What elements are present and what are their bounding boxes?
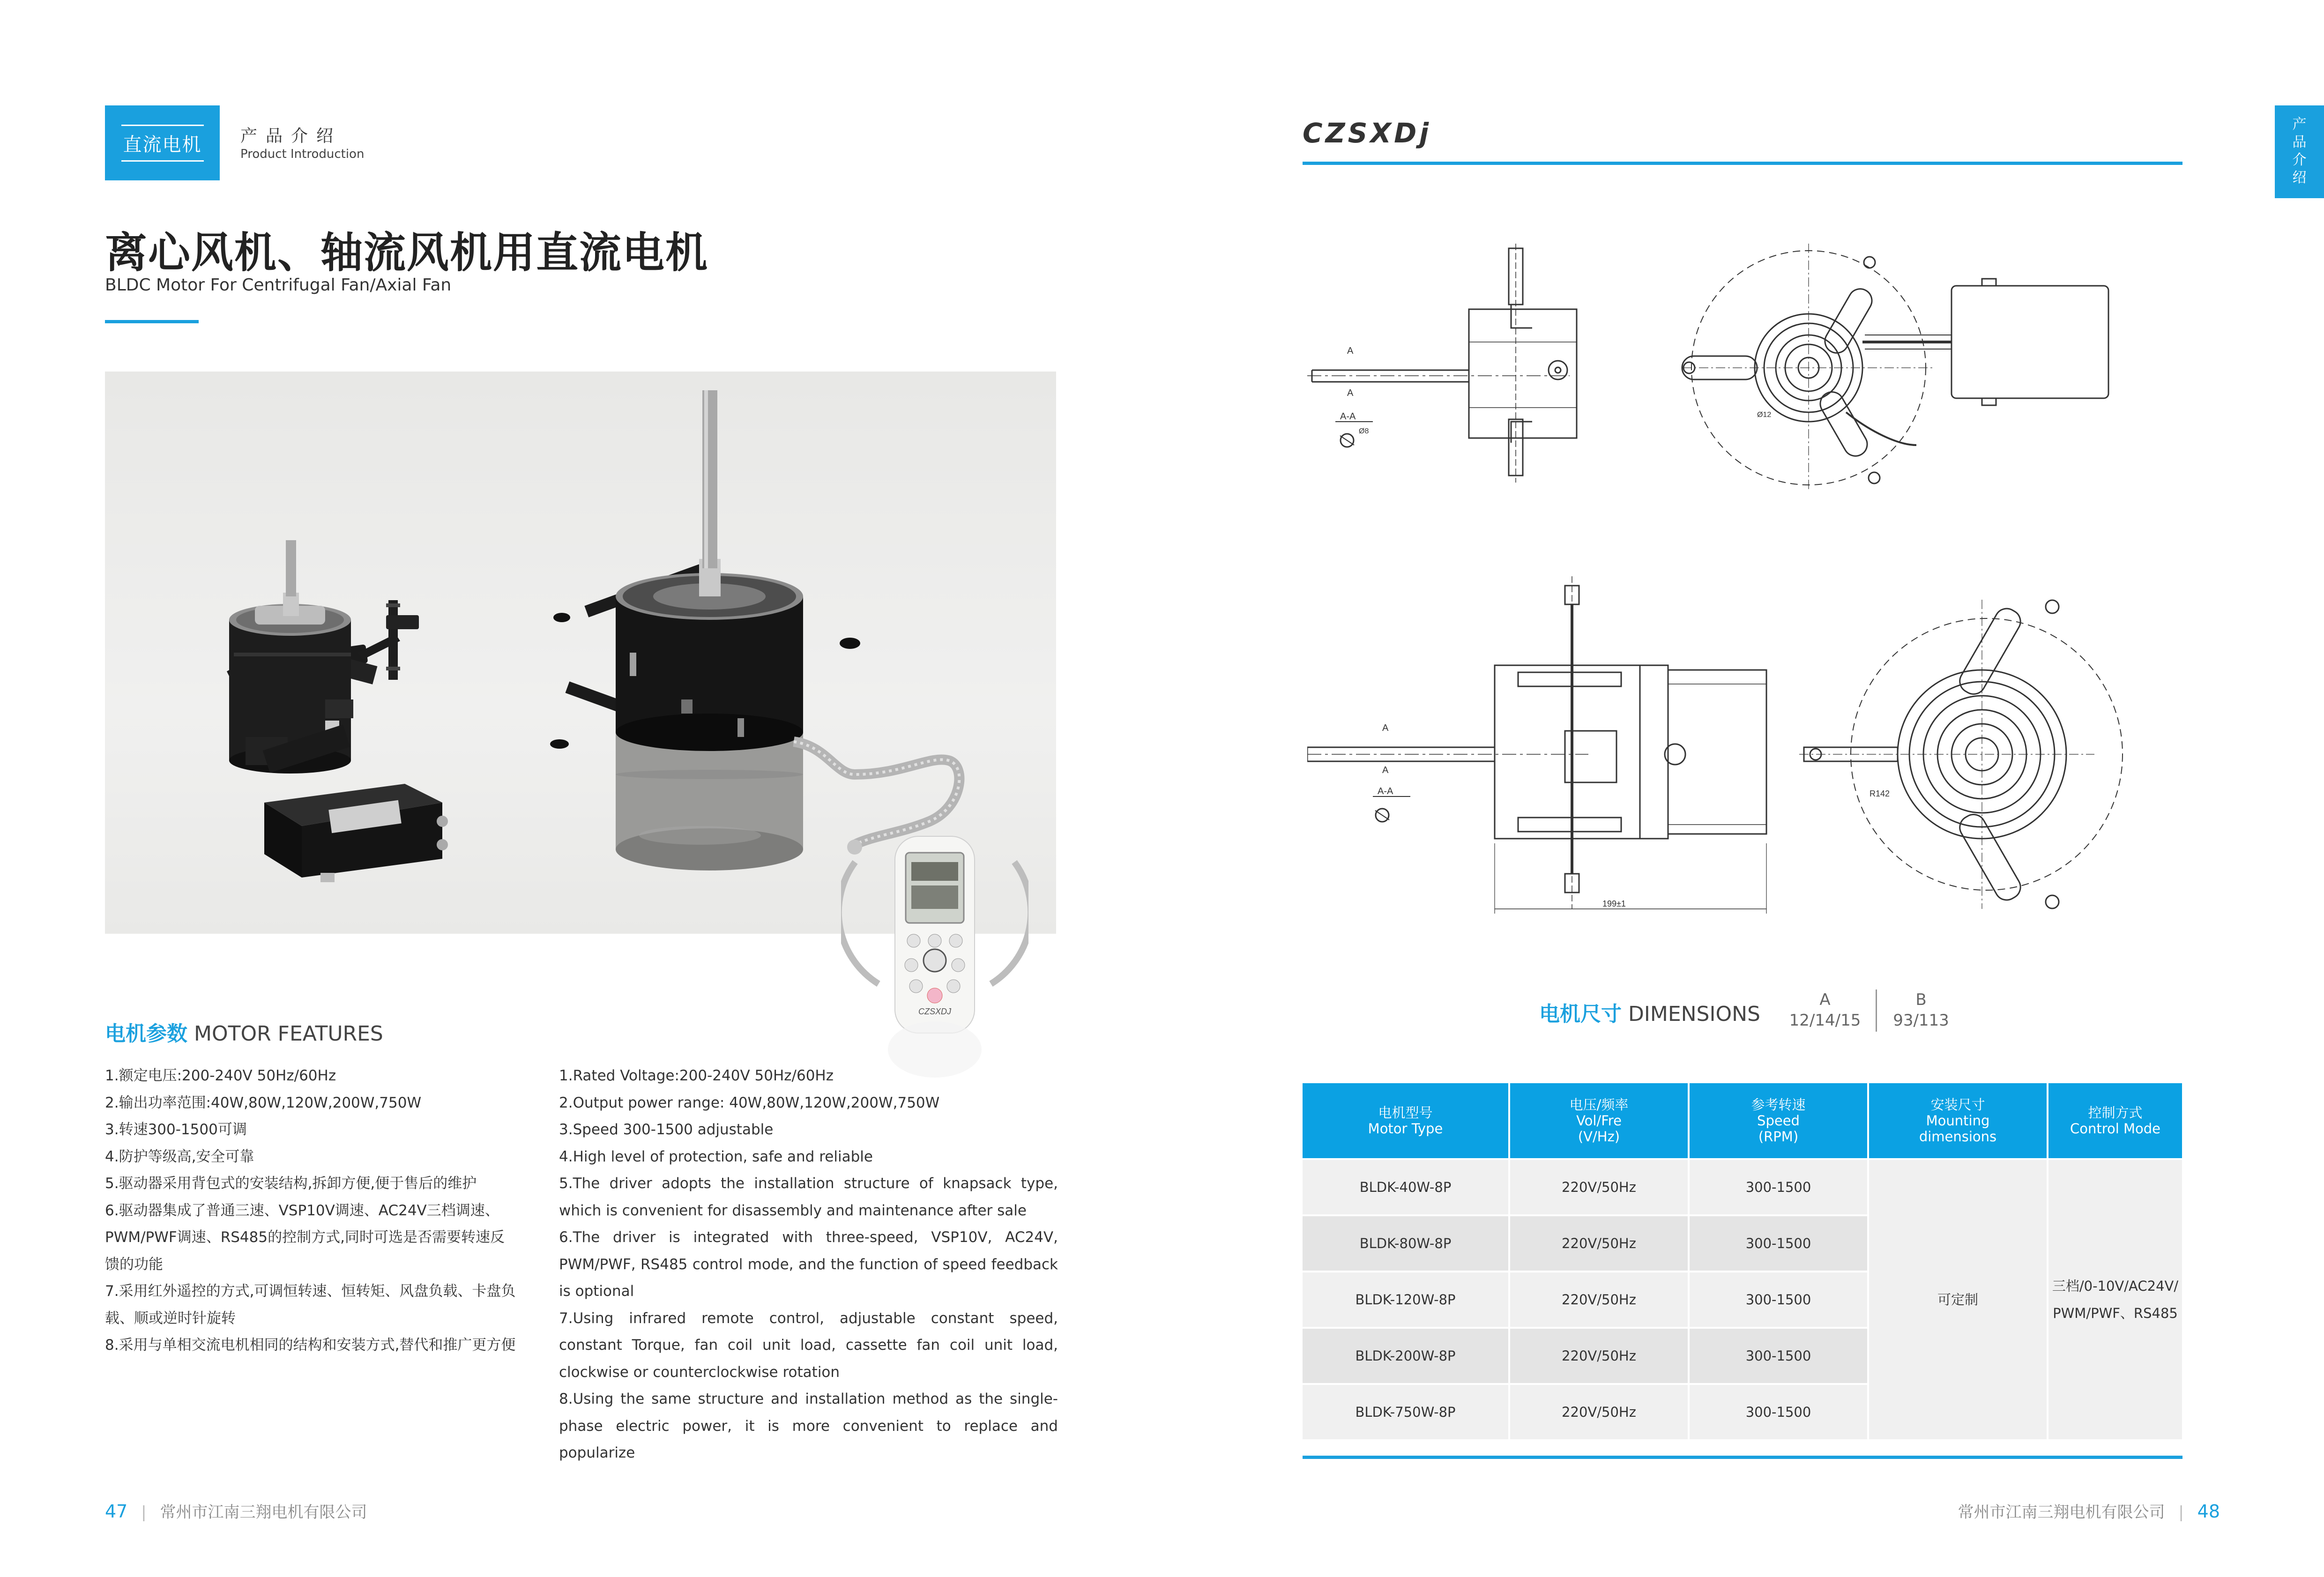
footer-right (1958, 1499, 2220, 1522)
dimension-a (1788, 989, 1862, 1031)
dimension-b-value: 93/113 (1893, 1011, 1949, 1030)
cell-speed: 300-1500 (1689, 1328, 1868, 1384)
remote-brand: CZSXDJ (918, 1007, 952, 1016)
footer-divider-left: | (141, 1503, 147, 1522)
intro-label-en: Product Introduction (240, 147, 365, 161)
page-number-left: 47 (105, 1501, 128, 1522)
features-heading-cn: 电机参数 (105, 1022, 187, 1046)
driver-box (264, 784, 448, 882)
cell-model: BLDK-200W-8P (1303, 1328, 1509, 1384)
footer-divider-right: | (2178, 1503, 2184, 1522)
footer-company-right: 常州市江南三翔电机有限公司 (1958, 1503, 2165, 1522)
drawing-label-a: A (1382, 723, 1389, 733)
spec-table-header-row (1303, 1083, 2182, 1159)
dimension-b-label: B (1915, 990, 1927, 1009)
drawing-label-dia: Ø12 (1757, 411, 1772, 419)
dimensions-heading-en: DIMENSIONS (1628, 1002, 1760, 1026)
intro-label-cn: 产品介绍 (240, 126, 342, 146)
title-underline (105, 320, 199, 323)
feature-en-item: 3.Speed 300-1500 adjustable (559, 1121, 774, 1138)
feature-en-item: 5.The driver adopts the installation structure of knapsack type, which is convenient for disassembly and maintenance after sale (559, 1175, 1058, 1219)
footer-company-left: 常州市江南三翔电机有限公司 (160, 1503, 367, 1522)
cell-voltage: 220V/50Hz (1509, 1328, 1689, 1384)
cell-model: BLDK-40W-8P (1303, 1159, 1509, 1215)
cell-speed: 300-1500 (1689, 1384, 1868, 1439)
side-tab-char: 绍 (2292, 170, 2307, 186)
feature-cn-item: 8.采用与单相交流电机相同的结构和安装方式,替代和推广更方便 (105, 1337, 516, 1354)
front-view-large (1799, 600, 2123, 909)
header-cn: 电机型号 (1378, 1105, 1433, 1121)
drawing-label-radius: R142 (1870, 789, 1890, 798)
features-heading (105, 1017, 383, 1047)
drawing-label-a: A (1347, 388, 1354, 398)
header-extra: dimensions (1919, 1129, 1997, 1145)
header-cn: 电压/频率 (1569, 1097, 1629, 1113)
header-cn: 参考转速 (1751, 1097, 1806, 1113)
feature-cn-item: 4.防护等级高,安全可靠 (105, 1148, 254, 1165)
large-motor (550, 390, 959, 870)
side-view-large (1307, 576, 1766, 914)
header-extra: (V/Hz) (1578, 1129, 1620, 1145)
feature-cn-item: 1.额定电压:200-240V 50Hz/60Hz (105, 1067, 336, 1084)
cell-voltage: 220V/50Hz (1509, 1272, 1689, 1328)
brand-logo: CZSXDj (1303, 117, 1432, 149)
features-list-cn (105, 1063, 517, 1359)
header-motor-type (1303, 1083, 1509, 1159)
feature-cn-item: 2.输出功率范围:40W,80W,120W,200W,750W (105, 1094, 422, 1111)
header-control-mode (2048, 1083, 2182, 1159)
drawing-label-a: A (1347, 346, 1354, 356)
cell-speed: 300-1500 (1689, 1215, 1868, 1272)
cell-voltage: 220V/50Hz (1509, 1215, 1689, 1272)
control-mode-line: PWM/PWF、RS485 (2053, 1305, 2178, 1321)
header-en: Speed (1757, 1113, 1800, 1129)
side-tab-char: 品 (2292, 134, 2307, 150)
cell-voltage: 220V/50Hz (1509, 1159, 1689, 1215)
cell-mounting: 可定制 (1868, 1159, 2048, 1439)
cell-control-mode (2048, 1159, 2182, 1439)
header-mounting (1868, 1083, 2048, 1159)
table-row (1303, 1159, 2182, 1215)
side-view-small (1307, 244, 1577, 483)
remote-illustration (841, 825, 1028, 1087)
drawing-label-dia: Ø8 (1359, 427, 1369, 435)
cell-speed: 300-1500 (1689, 1159, 1868, 1215)
front-view-small (1682, 244, 2108, 492)
side-tab (2275, 105, 2324, 198)
category-label: 直流电机 (121, 125, 204, 162)
dimension-drawings-svg (1307, 234, 2151, 928)
feature-cn-item: 5.驱动器采用背包式的安装结构,拆卸方便,便于售后的维护 (105, 1175, 477, 1192)
small-motor (227, 540, 419, 774)
feature-cn-item: 3.转速300-1500可调 (105, 1121, 247, 1138)
header-speed (1689, 1083, 1868, 1159)
header-voltage (1509, 1083, 1689, 1159)
page-number-right: 48 (2197, 1501, 2220, 1522)
feature-en-item: 7.Using infrared remote control, adjustable constant speed, constant Torque, fan coil unit load, cassette fan coil unit load, clockwise or counterclockwise rotation (559, 1309, 1058, 1381)
feature-en-item: 6.The driver is integrated with three-speed, VSP10V, AC24V, PWM/PWF, RS485 control mode, and the function of speed feedback is optional (559, 1229, 1058, 1300)
header-cn: 控制方式 (2088, 1105, 2143, 1121)
header-cn: 安装尺寸 (1930, 1097, 1985, 1113)
page-title-cn: 离心风机、轴流风机用直流电机 (105, 228, 708, 277)
cell-voltage: 220V/50Hz (1509, 1384, 1689, 1439)
feature-en-item: 1.Rated Voltage:200-240V 50Hz/60Hz (559, 1067, 834, 1084)
cell-model: BLDK-80W-8P (1303, 1215, 1509, 1272)
features-list-en (559, 1063, 1058, 1467)
dimensions-heading-cn: 电机尺寸 (1539, 1002, 1622, 1026)
dimensions-heading (1539, 997, 1760, 1027)
feature-en-item: 4.High level of protection, safe and reliable (559, 1148, 873, 1165)
header-en: Motor Type (1368, 1121, 1443, 1137)
spec-table (1303, 1083, 2182, 1439)
cell-model: BLDK-750W-8P (1303, 1384, 1509, 1439)
cell-speed: 300-1500 (1689, 1272, 1868, 1328)
feature-en-item: 8.Using the same structure and installation method as the single-phase electric power, it is more convenient to replace and popularize (559, 1391, 1058, 1461)
features-heading-en: MOTOR FEATURES (194, 1022, 383, 1046)
table-bottom-rule (1303, 1456, 2182, 1459)
footer-left (105, 1499, 367, 1522)
control-mode-line: 三档/0-10V/AC24V/ (2052, 1278, 2179, 1294)
header-en: Mounting (1926, 1113, 1990, 1129)
side-tab-char: 介 (2292, 152, 2307, 168)
cell-model: BLDK-120W-8P (1303, 1272, 1509, 1328)
dimension-b (1884, 989, 1959, 1031)
drawing-label-length: 199±1 (1602, 899, 1626, 908)
drawing-label-a: A (1382, 765, 1389, 775)
drawing-label-section: A-A (1378, 786, 1393, 796)
dimension-divider (1876, 989, 1877, 1032)
header-rule (1303, 162, 2182, 165)
feature-cn-item: 6.驱动器集成了普通三速、VSP10V调速、AC24V三档调速、PWM/PWF调速、RS485的控制方式,同时可选是否需要转速反馈的功能 (105, 1202, 505, 1273)
category-badge (105, 105, 220, 180)
feature-en-item: 2.Output power range: 40W,80W,120W,200W,750W (559, 1094, 940, 1111)
side-tab-char: 产 (2292, 116, 2307, 133)
feature-cn-item: 7.采用红外遥控的方式,可调恒转速、恒转矩、风盘负载、卡盘负载、顺或逆时针旋转 (105, 1283, 516, 1327)
page-title-en: BLDC Motor For Centrifugal Fan/Axial Fan (105, 275, 452, 295)
dimension-a-value: 12/14/15 (1789, 1011, 1861, 1030)
header-en: Vol/Fre (1576, 1113, 1622, 1129)
technical-drawings (1307, 234, 2151, 928)
remote-controller (841, 825, 1028, 1087)
dimension-a-label: A (1819, 990, 1831, 1009)
header-en: Control Mode (2070, 1121, 2161, 1137)
header-extra: (RPM) (1758, 1129, 1799, 1145)
drawing-label-section: A-A (1340, 411, 1356, 422)
